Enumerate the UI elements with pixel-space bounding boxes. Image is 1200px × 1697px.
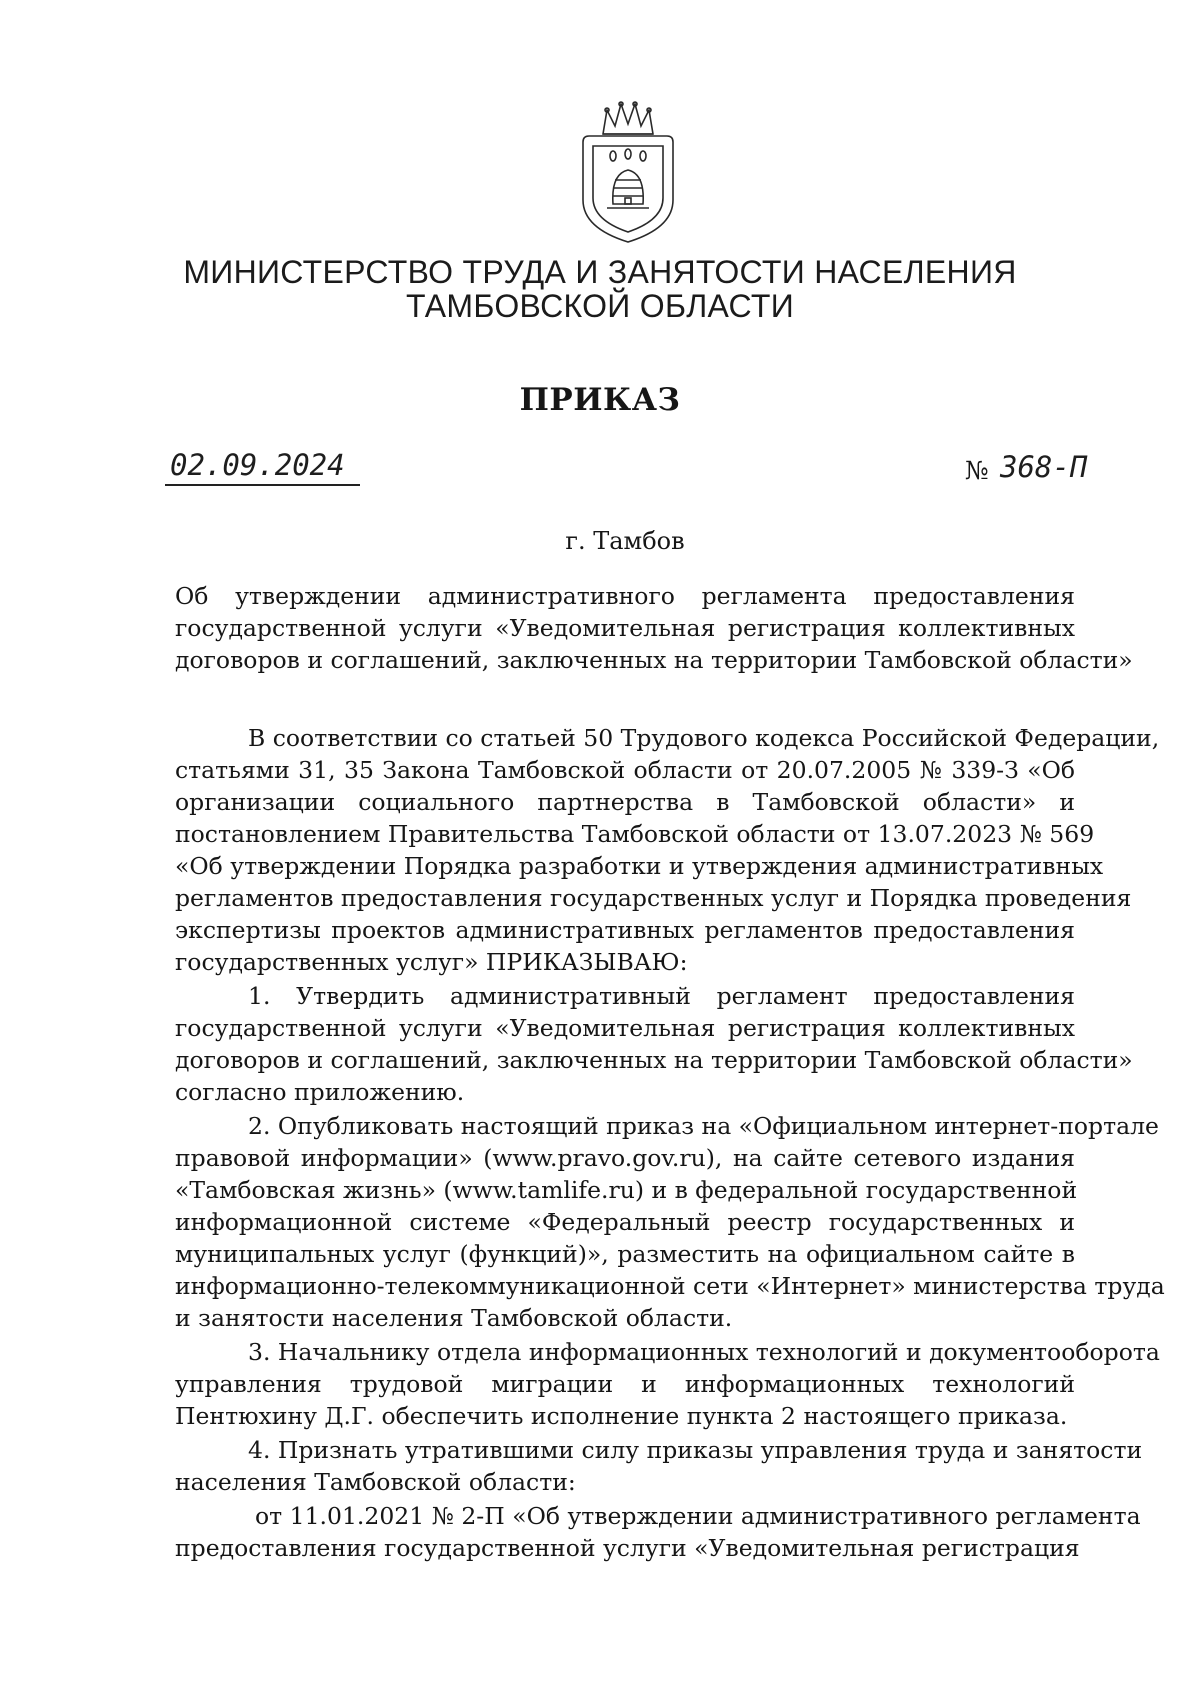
order-number: 368-П <box>1000 450 1088 484</box>
preamble-line: статьями 31, 35 Закона Тамбовской области от 20.07.2005 № 339-З «Об <box>175 756 1075 784</box>
item-1-line: согласно приложению. <box>175 1078 465 1106</box>
order-date: 02.09.2024 <box>170 448 345 482</box>
subject-line: Об утверждении административного регламента предоставления <box>175 582 1075 610</box>
item-1-line: договоров и соглашений, заключенных на территории Тамбовской области» <box>175 1046 1133 1074</box>
item-2-line: информационно-телекоммуникационной сети «Интернет» министерства труда <box>175 1272 1165 1300</box>
item-4-line: населения Тамбовской области: <box>175 1468 576 1496</box>
item-3-line: управления трудовой миграции и информационных технологий <box>175 1370 1075 1398</box>
preamble-line: В соответствии со статьей 50 Трудового кодекса Российской Федерации, <box>248 724 1160 752</box>
item-3-line: 3. Начальнику отдела информационных технологий и документооборота <box>248 1338 1160 1366</box>
preamble-line: «Об утверждении Порядка разработки и утверждения административных <box>175 852 1104 880</box>
item-2-line: 2. Опубликовать настоящий приказ на «Официальном интернет-портале <box>248 1112 1159 1140</box>
date-underline <box>165 484 360 486</box>
item-2-line: и занятости населения Тамбовской области. <box>175 1304 733 1332</box>
item-4-sub-line: от 11.01.2021 № 2-П «Об утверждении административного регламента <box>255 1502 1141 1530</box>
preamble-line: регламентов предоставления государственных услуг и Порядка проведения <box>175 884 1132 912</box>
item-4-sub-line: предоставления государственной услуги «Уведомительная регистрация <box>175 1534 1080 1562</box>
city-name: г. Тамбов <box>565 527 685 555</box>
subject-line: договоров и соглашений, заключенных на территории Тамбовской области» <box>175 646 1133 674</box>
document-type-title: ПРИКАЗ <box>519 382 681 418</box>
subject-line: государственной услуги «Уведомительная регистрация коллективных <box>175 614 1075 642</box>
coat-of-arms-icon <box>573 96 683 246</box>
preamble-line: постановлением Правительства Тамбовской области от 13.07.2023 № 569 <box>175 820 1095 848</box>
ministry-name-line2: ТАМБОВСКОЙ ОБЛАСТИ <box>406 288 794 324</box>
preamble-line: организации социального партнерства в Тамбовской области» и <box>175 788 1075 816</box>
preamble-line: государственных услуг» ПРИКАЗЫВАЮ: <box>175 948 688 976</box>
item-4-line: 4. Признать утратившими силу приказы управления труда и занятости <box>248 1436 1143 1464</box>
item-1-line: 1. Утвердить административный регламент предоставления <box>248 982 1075 1010</box>
item-2-line: информационной системе «Федеральный реестр государственных и <box>175 1208 1075 1236</box>
item-2-line: «Тамбовская жизнь» (www.tamlife.ru) и в федеральной государственной <box>175 1176 1078 1204</box>
order-number-label: № <box>965 456 989 485</box>
item-2-line: правовой информации» (www.pravo.gov.ru), на сайте сетевого издания <box>175 1144 1075 1172</box>
ministry-name-line1: МИНИСТЕРСТВО ТРУДА И ЗАНЯТОСТИ НАСЕЛЕНИЯ <box>183 254 1017 290</box>
item-1-line: государственной услуги «Уведомительная регистрация коллективных <box>175 1014 1075 1042</box>
item-2-line: муниципальных услуг (функций)», разместить на официальном сайте в <box>175 1240 1075 1268</box>
item-3-line: Пентюхину Д.Г. обеспечить исполнение пункта 2 настоящего приказа. <box>175 1402 1068 1430</box>
preamble-line: экспертизы проектов административных регламентов предоставления <box>175 916 1075 944</box>
